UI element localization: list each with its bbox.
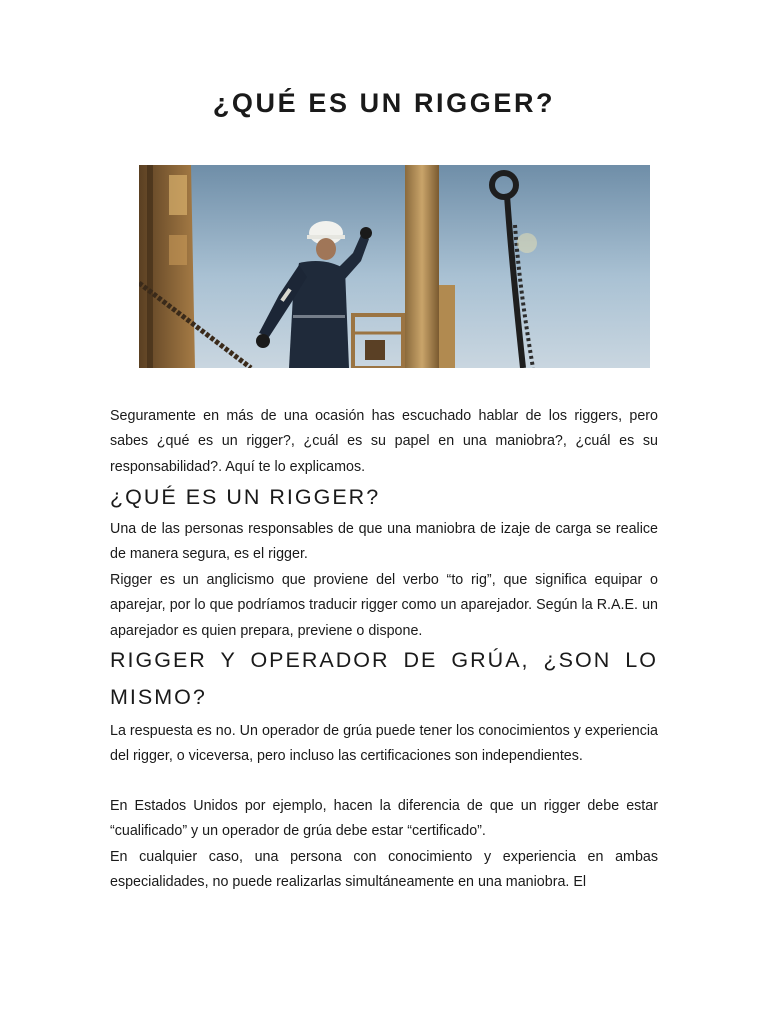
section-heading-what-is-rigger: ¿QUÉ ES UN RIGGER? bbox=[110, 485, 381, 509]
page-title: ¿QUÉ ES UN RIGGER? bbox=[212, 88, 556, 118]
rigger-worker-photo bbox=[139, 165, 650, 368]
section2-paragraph-3: En cualquier caso, una persona con conocimiento y experiencia en ambas especialidades, no puede realizarlas simultáneamente en una maniobra. El bbox=[110, 849, 658, 891]
intro-paragraph: Seguramente en más de una ocasión has escuchado hablar de los riggers, pero sabes ¿qué es un rigger?, ¿cuál es su papel en una maniobra?, ¿cuál es su responsabilidad?. Aquí te lo explicamos. bbox=[110, 408, 658, 475]
section-heading-rigger-vs-operator: RIGGER Y OPERADOR DE GRÚA, ¿SON LO MISMO? bbox=[110, 648, 658, 709]
section2-paragraph-2: En Estados Unidos por ejemplo, hacen la diferencia de que un rigger debe estar “cualificado” y un operador de grúa debe estar “certificado”. bbox=[110, 798, 658, 840]
section2-paragraph-1: La respuesta es no. Un operador de grúa puede tener los conocimientos y experiencia del rigger, o viceversa, pero incluso las certificaciones son independientes. bbox=[110, 723, 658, 765]
section1-paragraph-2: Rigger es un anglicismo que proviene del verbo “to rig”, que significa equipar o aparejar, por lo que podríamos traducir rigger como un aparejador. Según la R.A.E. un aparejador es quien prepara, previene o dispone. bbox=[110, 572, 658, 639]
section1-paragraph-1: Una de las personas responsables de que una maniobra de izaje de carga se realice de manera segura, es el rigger. bbox=[110, 521, 658, 563]
